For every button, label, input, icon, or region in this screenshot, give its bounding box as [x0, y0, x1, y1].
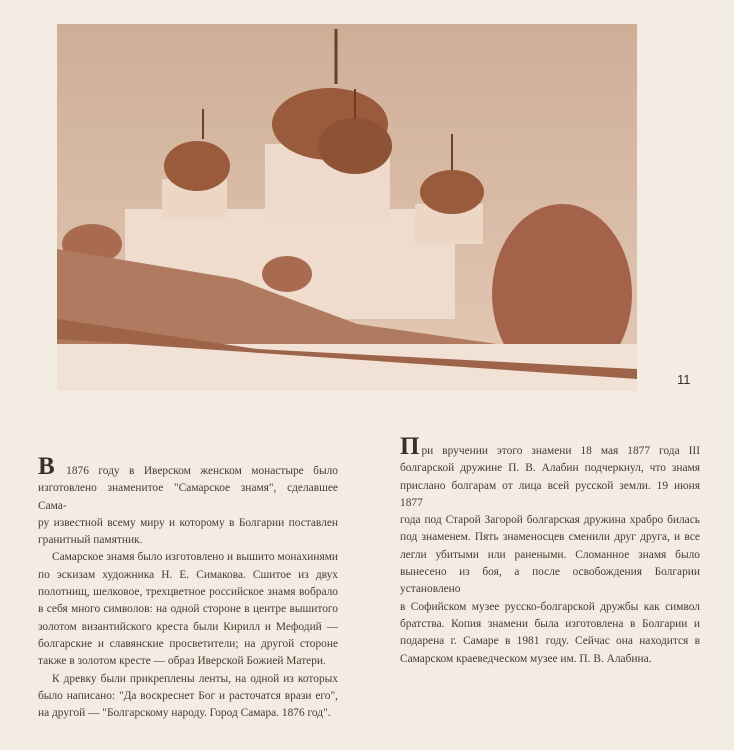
text-line	[400, 512, 700, 529]
text-line	[38, 653, 338, 670]
drop-cap: В	[38, 453, 55, 480]
line-text: золотом византийского креста были Кирилл и Мефодий —	[38, 620, 338, 633]
line-text: болгарские и славянские просветители; на другой стороне	[38, 637, 338, 650]
text-line	[400, 547, 700, 564]
paragraph	[38, 549, 338, 670]
text-line	[400, 616, 700, 633]
text-line	[38, 532, 338, 549]
line-text: на другой — "Болгарскому народу. Город Самара. 1876 год".	[38, 707, 331, 720]
line-text: вынесено из боя, а после освобождения Болгарии установлено	[400, 566, 700, 596]
text-line	[38, 480, 338, 515]
drop-cap: П	[400, 433, 420, 460]
paragraph	[38, 453, 338, 549]
line-text: года под Старой Загорой болгарская дружина храбро билась	[400, 514, 700, 527]
text-line	[400, 564, 700, 599]
text-line	[400, 460, 700, 477]
text-line	[400, 478, 700, 513]
text-line	[400, 433, 700, 460]
text-line	[38, 601, 338, 618]
line-text: подарена г. Самаре в 1981 году. Сейчас она находится в	[400, 635, 700, 648]
line-text: ру известной всему миру и которому в Болгарии поставлен	[38, 516, 338, 529]
text-line	[38, 584, 338, 601]
paragraph	[38, 671, 338, 723]
line-text: по эскизам художника Н. Е. Симакова. Сшитое из двух	[38, 568, 338, 581]
text-line	[400, 599, 700, 616]
text-line	[400, 651, 700, 668]
line-text: также в золотом кресте — образ Иверской Божией Матери.	[38, 655, 326, 668]
text-line	[38, 515, 338, 532]
text-line	[38, 705, 338, 722]
line-text: прислано болгарам от лица всей русской земли. 19 июня 1877	[400, 479, 700, 509]
text-line	[38, 636, 338, 653]
line-text: изготовлено знаменитое "Самарское знамя", сделавшее Сама-	[38, 482, 338, 512]
line-text: Самарское знамя было изготовлено и вышито монахинями	[52, 551, 338, 564]
line-text: ри вручении этого знамени 18 мая 1877 года III	[421, 445, 700, 457]
text-line	[38, 688, 338, 705]
church-photo	[57, 24, 637, 391]
line-text: полотнищ, шелковое, трехцветное российское знамя вобрало	[38, 586, 338, 599]
text-line	[400, 529, 700, 546]
line-text: братства. Копия знамени была изготовлена в Болгарии и	[400, 617, 700, 630]
page-number: 11	[677, 372, 691, 387]
line-text: гранитный памятник.	[38, 534, 143, 547]
text-line	[38, 549, 338, 566]
line-text: 1876 году в Иверском женском монастыре было	[56, 465, 338, 477]
line-text: под знаменем. Пять знаменосцев сменили друг друга, и все	[400, 531, 700, 544]
paragraph	[400, 433, 700, 668]
line-text: Самарском краеведческом музее им. П. В. Алабина.	[400, 652, 652, 665]
line-text: К древку были прикреплены ленты, на одной из которых	[52, 672, 338, 685]
line-text: легли убитыми или ранеными. Сломанное знамя было	[400, 548, 700, 561]
line-text: в Софийском музее русско-болгарской дружбы как символ	[400, 600, 700, 613]
right-text-column	[400, 433, 700, 668]
line-text: болгарской дружине П. В. Алабин подчеркнул, что знамя	[400, 462, 700, 475]
line-text: было написано: "Да воскреснет Бог и расточатся врази его",	[38, 689, 338, 702]
text-line	[38, 619, 338, 636]
line-text: в себя много символов: на одной стороне в центре вышитого	[38, 603, 338, 616]
text-line	[38, 671, 338, 688]
text-line	[38, 567, 338, 584]
text-line	[38, 453, 338, 480]
left-text-column	[38, 453, 338, 722]
text-line	[400, 633, 700, 650]
